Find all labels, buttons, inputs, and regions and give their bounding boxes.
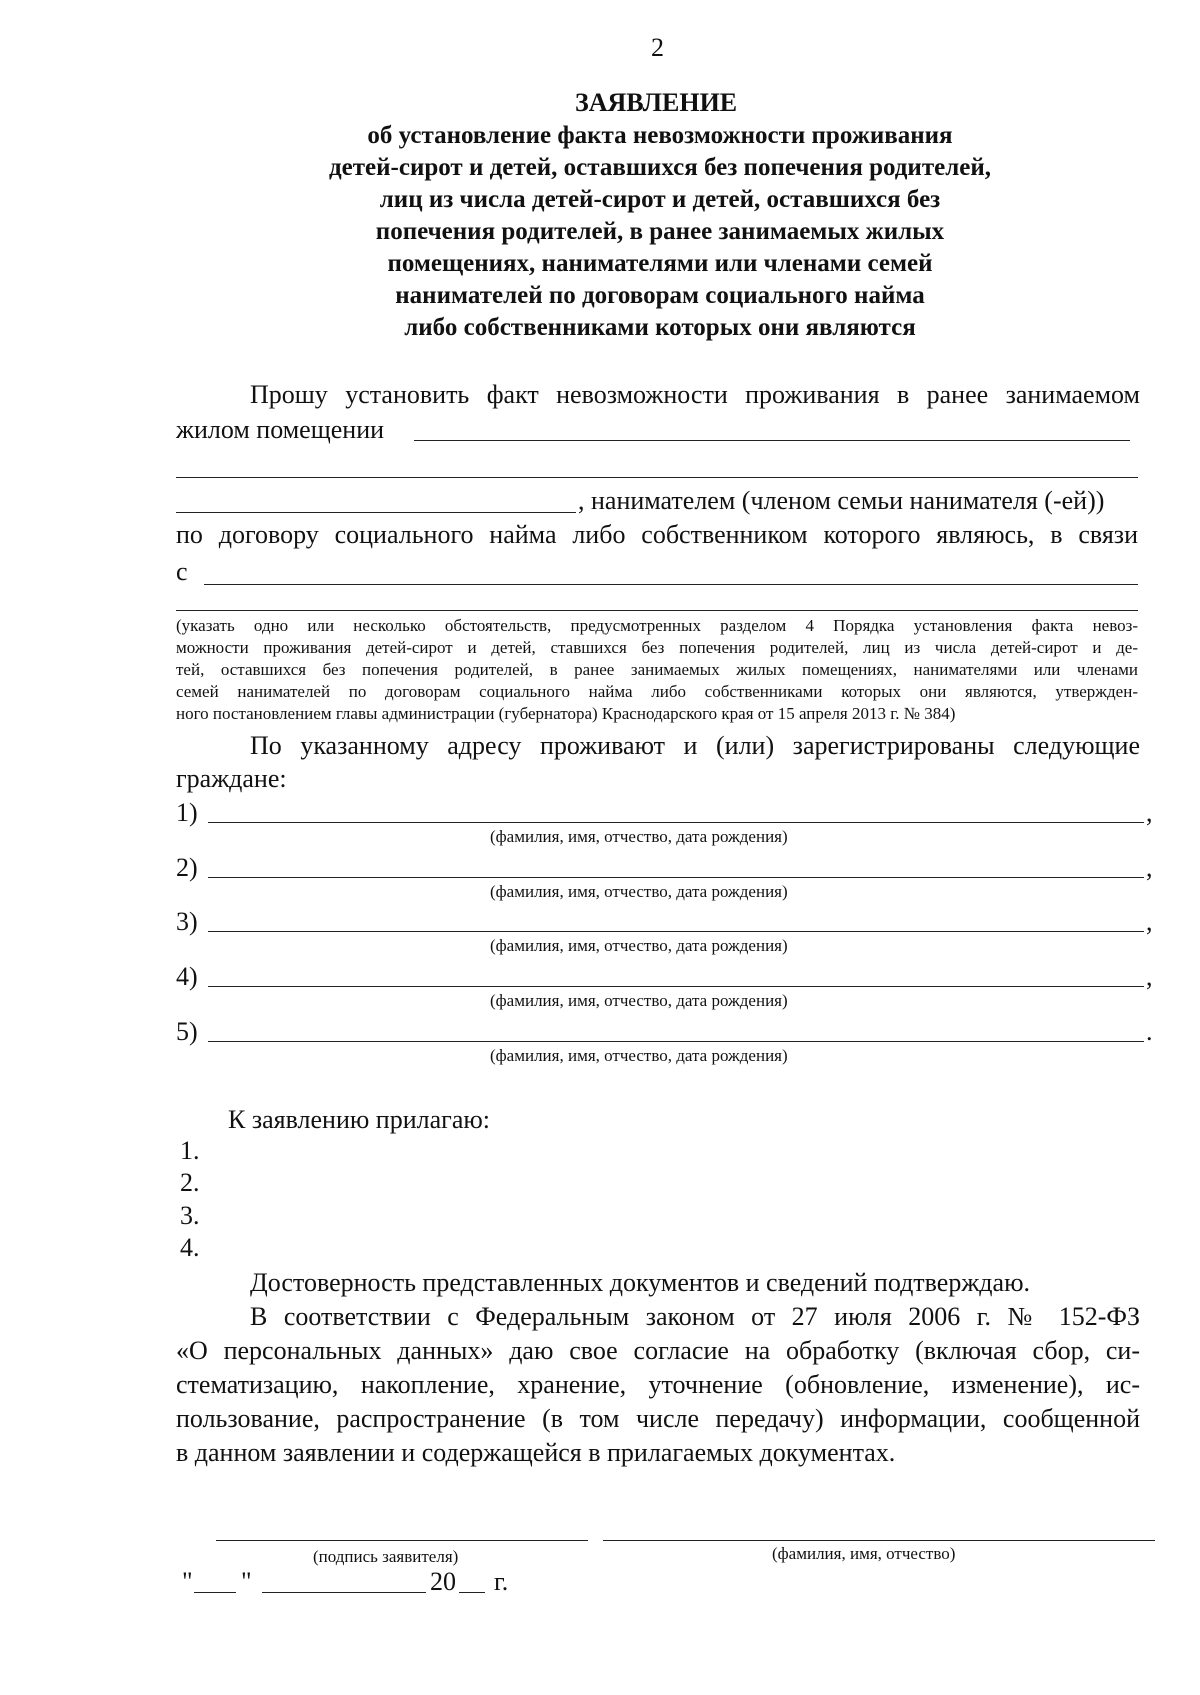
full-name-line[interactable]	[603, 1540, 1155, 1541]
signature-caption: (подпись заявителя)	[313, 1547, 459, 1566]
resident-number: 4)	[176, 962, 198, 991]
attachment-item: 1.	[180, 1136, 200, 1165]
date-year-suffix: г.	[494, 1567, 509, 1596]
resident-number: 3)	[176, 907, 198, 936]
resident-caption: (фамилия, имя, отчество, дата рождения)	[490, 827, 788, 846]
attachment-item: 2.	[180, 1168, 200, 1197]
request-label-dwelling: жилом помещении	[176, 415, 385, 444]
document-title: ЗАЯВЛЕНИЕ	[575, 88, 738, 117]
date-year-line[interactable]	[459, 1592, 485, 1593]
resident-caption: (фамилия, имя, отчество, дата рождения)	[490, 882, 788, 901]
fill-line-dwelling-3[interactable]	[176, 512, 576, 513]
fill-line-dwelling-2[interactable]	[176, 477, 1138, 478]
resident-fill-line[interactable]	[208, 822, 1144, 823]
date-day-line[interactable]	[194, 1592, 236, 1593]
resident-line-end: ,	[1146, 853, 1153, 882]
confirmation-text: Достоверность представленных документов и сведений подтверждаю.	[250, 1268, 1030, 1297]
resident-fill-line[interactable]	[208, 1041, 1144, 1042]
signature-line[interactable]	[216, 1540, 588, 1541]
consent-line: пользование, распространение (в том числе передачу) информации, сообщенной	[176, 1404, 1140, 1433]
resident-fill-line[interactable]	[208, 986, 1144, 987]
resident-line-end: ,	[1146, 798, 1153, 827]
attachment-item: 4.	[180, 1233, 200, 1262]
resident-caption: (фамилия, имя, отчество, дата рождения)	[490, 936, 788, 955]
subtitle-line: помещениях, нанимателями или членами семей	[387, 250, 933, 277]
subtitle-line: нанимателей по договорам социального найма	[395, 282, 925, 309]
residents-intro: По указанному адресу проживают и (или) зарегистрированы следующие	[250, 731, 1140, 760]
attachment-item: 3.	[180, 1201, 200, 1230]
consent-line: «О персональных данных» даю свое согласие на обработку (включая сбор, си-	[176, 1336, 1140, 1365]
date-year-prefix: 20	[430, 1567, 456, 1596]
request-line: по договору социального найма либо собственником которого являюсь, в связи	[176, 520, 1138, 549]
request-label-reason: с	[176, 557, 188, 586]
request-tenant-text: , нанимателем (членом семьи нанимателя (-ей))	[578, 486, 1105, 515]
subtitle-line: детей-сирот и детей, оставшихся без попечения родителей,	[329, 154, 991, 181]
subtitle-line: лиц из числа детей-сирот и детей, оставшихся без	[379, 186, 941, 213]
resident-fill-line[interactable]	[208, 877, 1144, 878]
fill-line-reason-2[interactable]	[176, 610, 1138, 611]
date-open-quote: "	[182, 1567, 193, 1596]
resident-line-end: .	[1146, 1017, 1153, 1046]
resident-number: 5)	[176, 1017, 198, 1046]
full-name-caption: (фамилия, имя, отчество)	[772, 1544, 956, 1563]
subtitle-line: попечения родителей, в ранее занимаемых жилых	[375, 218, 945, 245]
resident-number: 1)	[176, 798, 198, 827]
subtitle-line: об установление факта невозможности проживания	[367, 122, 953, 149]
note-line: (указать одно или несколько обстоятельств, предусмотренных разделом 4 Порядка установления факта невоз-	[176, 616, 1138, 635]
date-close-quote: "	[241, 1567, 252, 1596]
consent-line: в данном заявлении и содержащейся в прилагаемых документах.	[176, 1438, 896, 1467]
note-line: семей нанимателей по договорам социального найма либо собственниками которых они являются, утвержден-	[176, 682, 1138, 701]
date-month-line[interactable]	[262, 1592, 426, 1593]
resident-line-end: ,	[1146, 907, 1153, 936]
note-line: можности проживания детей-сирот и детей, ставшихся без попечения родителей, лиц из числа детей-сирот и де-	[176, 638, 1138, 657]
resident-fill-line[interactable]	[208, 931, 1144, 932]
consent-line: В соответствии с Федеральным законом от 27 июля 2006 г. № 152-ФЗ	[250, 1302, 1140, 1331]
consent-line: стематизацию, накопление, хранение, уточнение (обновление, изменение), ис-	[176, 1370, 1140, 1399]
note-line: ного постановлением главы администрации (губернатора) Краснодарского края от 15 апреля 2013 г. № 384)	[176, 704, 956, 723]
resident-number: 2)	[176, 853, 198, 882]
note-line: тей, оставшихся без попечения родителей, в ранее занимаемых жилых помещениях, нанимателями или членами	[176, 660, 1138, 679]
request-line: Прошу установить факт невозможности проживания в ранее занимаемом	[250, 380, 1140, 409]
fill-line-reason[interactable]	[204, 584, 1138, 585]
residents-intro-2: граждане:	[176, 764, 287, 793]
page-number: 2	[651, 33, 664, 62]
subtitle-line: либо собственниками которых они являются	[404, 314, 916, 341]
resident-caption: (фамилия, имя, отчество, дата рождения)	[490, 1046, 788, 1065]
resident-line-end: ,	[1146, 962, 1153, 991]
fill-line-dwelling[interactable]	[414, 440, 1130, 441]
resident-caption: (фамилия, имя, отчество, дата рождения)	[490, 991, 788, 1010]
attachments-heading: К заявлению прилагаю:	[228, 1105, 491, 1134]
